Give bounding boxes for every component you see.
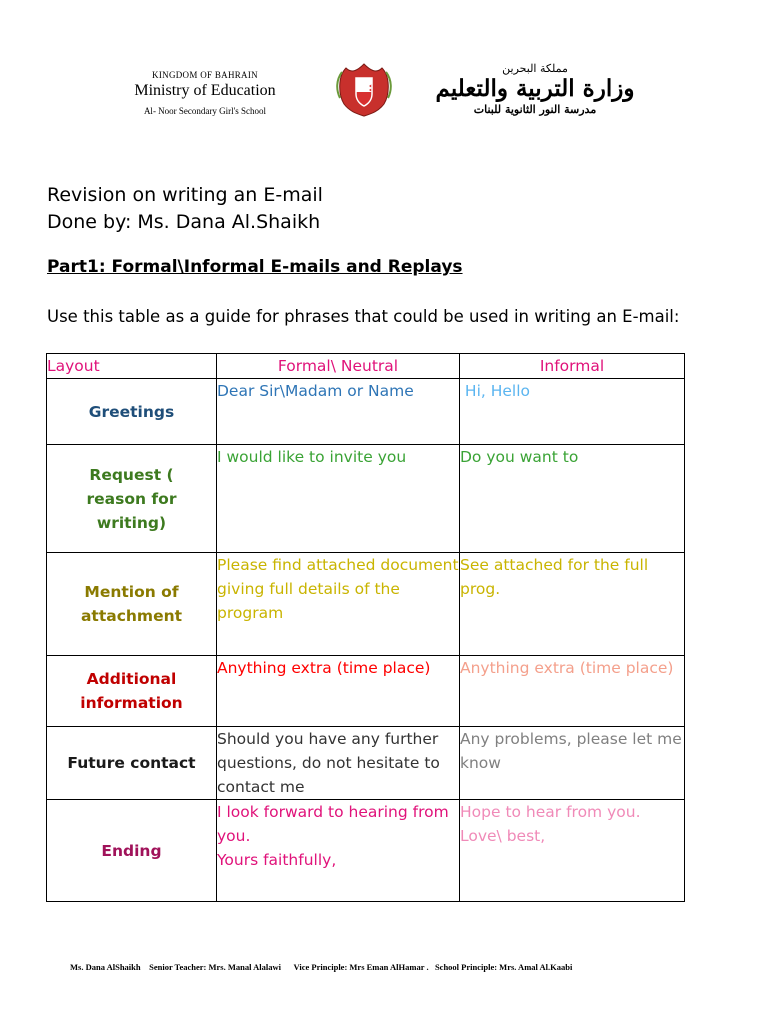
kingdom-name-arabic: مملكة البحرين: [502, 62, 568, 75]
header-formal: Formal\ Neutral: [217, 354, 460, 379]
school-name-arabic: مدرسة النور الثانوية للبنات: [473, 103, 597, 116]
formal-cell: I would like to invite you: [217, 445, 460, 553]
informal-cell: Anything extra (time place): [460, 656, 685, 727]
table-row-ending: [47, 800, 685, 902]
table-row-additional: [47, 656, 685, 727]
letterhead: [80, 58, 660, 136]
school-name: Al- Noor Secondary Girl's School: [143, 106, 267, 116]
formal-cell: [217, 800, 460, 902]
ministry-name: Ministry of Education: [134, 82, 276, 99]
bahrain-emblem-icon: [336, 60, 392, 118]
formal-cell: Please find attached document giving full details of the program: [217, 553, 460, 656]
formal-cell: Should you have any further questions, do not hesitate to contact me: [217, 727, 460, 800]
informal-cell: Hi, Hello: [460, 379, 685, 445]
header-informal: Informal: [460, 354, 685, 379]
document-title: [47, 182, 323, 236]
header-layout: Layout: [47, 354, 217, 379]
informal-line: Love\ best,: [460, 827, 546, 845]
table-row-future-contact: [47, 727, 685, 800]
kingdom-name: KINGDOM OF BAHRAIN: [152, 70, 258, 80]
formal-line: I look forward to hearing from you.: [217, 803, 449, 845]
letterhead-english: [80, 70, 330, 116]
informal-cell: [460, 800, 685, 902]
layout-cell: Request ( reason for writing): [47, 445, 217, 553]
part-heading: Part1: Formal\Informal E-mails and Replays: [47, 257, 463, 277]
title-line-2: Done by: Ms. Dana Al.Shaikh: [47, 211, 321, 233]
layout-cell: Greetings: [47, 379, 217, 445]
intro-text: Use this table as a guide for phrases that could be used in writing an E-mail:: [47, 307, 680, 326]
informal-line: Hope to hear from you.: [460, 803, 641, 821]
phrases-table: [46, 353, 685, 902]
informal-cell: See attached for the full prog.: [460, 553, 685, 656]
layout-cell: Future contact: [47, 727, 217, 800]
layout-cell: Additional information: [47, 656, 217, 727]
footer-staff: Ms. Dana AlShaikh Senior Teacher: Mrs. Manal Alalawi Vice Principle: Mrs Eman AlHamar . School Principle: Mrs. Amal Al.Kaabi: [70, 962, 573, 972]
informal-cell: Do you want to: [460, 445, 685, 553]
formal-line: Yours faithfully,: [217, 851, 337, 869]
table-row-greetings: [47, 379, 685, 445]
layout-cell: Mention of attachment: [47, 553, 217, 656]
formal-cell: Anything extra (time place): [217, 656, 460, 727]
informal-cell: Any problems, please let me know: [460, 727, 685, 800]
layout-cell: Ending: [47, 800, 217, 902]
table-row-request: [47, 445, 685, 553]
table-row-attachment: [47, 553, 685, 656]
letterhead-arabic: [410, 62, 660, 116]
table-header-row: [47, 354, 685, 379]
ministry-name-arabic: وزارة التربية والتعليم: [435, 75, 635, 102]
formal-cell: Dear Sir\Madam or Name: [217, 379, 460, 445]
title-line-1: Revision on writing an E-mail: [47, 184, 323, 206]
